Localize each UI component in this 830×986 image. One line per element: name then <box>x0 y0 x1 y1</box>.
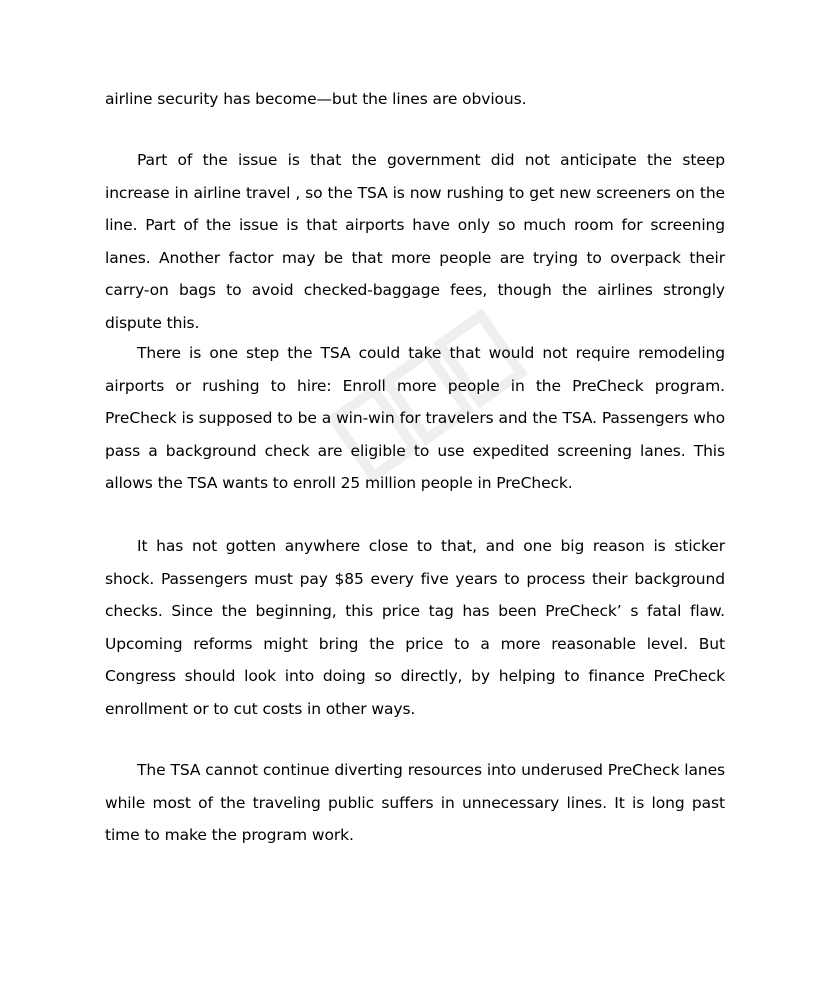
paragraph-conclusion: The TSA cannot continue diverting resources into underused PreCheck lanes while most of the traveling public suffers in unnecessary lines. It is long past time to make the program work. <box>105 761 725 844</box>
paragraph-precheck-enroll: There is one step the TSA could take that would not require remodeling airports or rushing to hire: Enroll more people in the PreCheck program. PreCheck is supposed to be a win-win for travelers and the TSA. Passengers who pass a background check are eligible to use expedited screening lanes. This allows the TSA wants to enroll 25 million people in PreCheck. <box>105 344 725 492</box>
paragraph-tsa-issues: Part of the issue is that the government did not anticipate the steep increase in airline travel , so the TSA is now rushing to get new screeners on the line. Part of the issue is that airports have only so much room for screening lanes. Another factor may be that more people are trying to overpack their carry-on bags to avoid checked-baggage fees, though the airlines strongly dispute this. <box>105 151 725 332</box>
paragraph-continuation: airline security has become—but the lines are obvious. <box>105 90 527 108</box>
paragraph-sticker-shock: It has not gotten anywhere close to that, and one big reason is sticker shock. Passengers must pay $85 every five years to process their background checks. Since the beginning, this price tag has been PreCheck’ s fatal flaw. Upcoming reforms might bring the price to a more reasonable level. But Congress should look into doing so directly, by helping to finance PreCheck enrollment or to cut costs in other ways. <box>105 537 725 718</box>
